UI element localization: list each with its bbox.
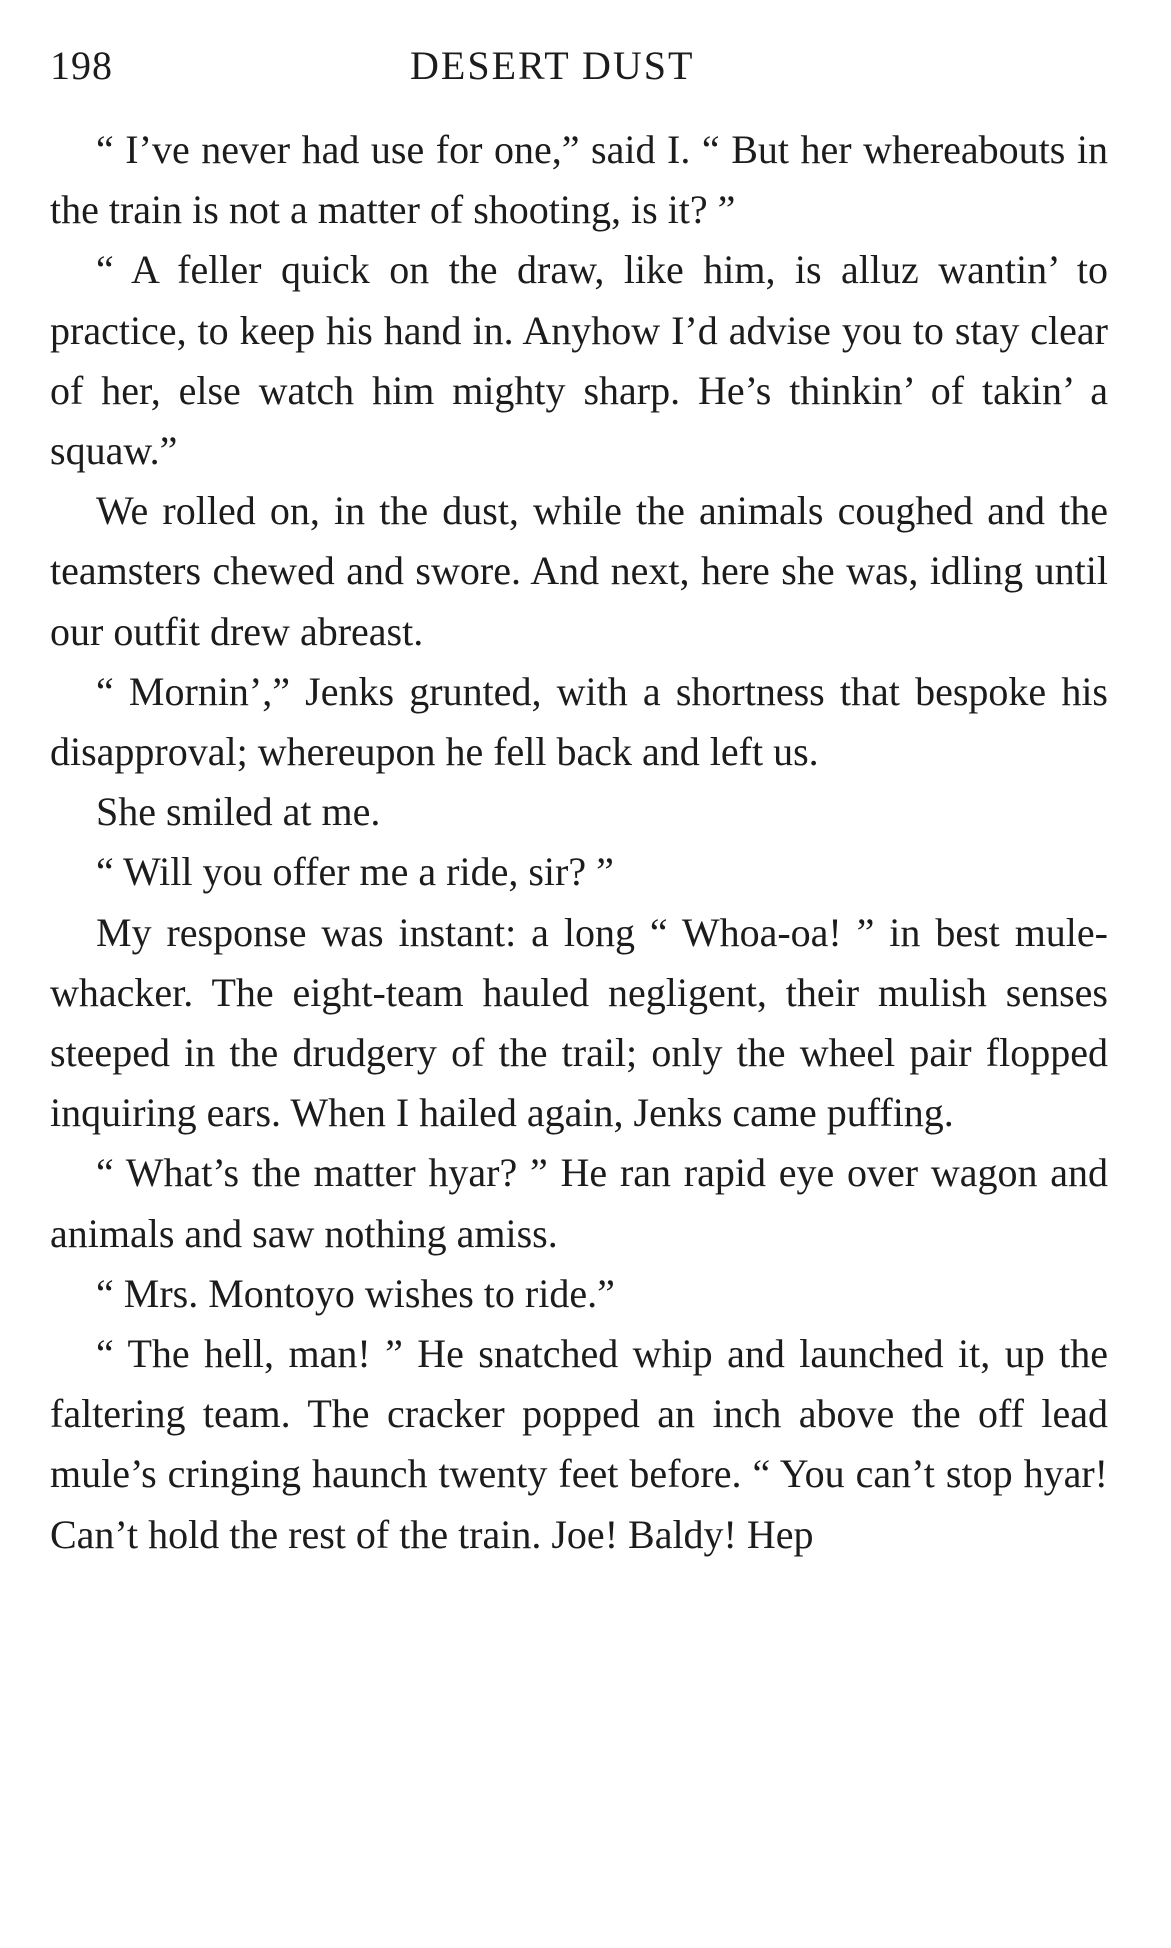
page-number: 198 (50, 43, 113, 88)
paragraph: “ The hell, man! ” He snatched whip and launched it, up the faltering team. The cracker popped an inch above the off lead mule’s cringing haunch twenty feet before. “ You can’t stop hyar! Can’t hold the rest of the train. Joe! Baldy! Hep (50, 1331, 1108, 1557)
paragraph: “ Will you offer me a ride, sir? ” (96, 849, 614, 895)
body-text (50, 120, 1108, 1565)
paragraph: My response was instant: a long “ Whoa-oa! ” in best mule-whacker. The eight-team hauled negligent, their mulish senses steeped in the drudgery of the trail; only the wheel pair flopped inquiring ears. When I hailed again, Jenks came puffing. (50, 909, 1108, 1136)
paragraph: “ Mrs. Montoyo wishes to ride.” (96, 1270, 615, 1316)
running-title: DESERT DUST (410, 43, 695, 88)
paragraph: “ I’ve never had use for one,” said I. “ But her whereabouts in the train is not a matter of shooting, is it? ” (50, 127, 1108, 233)
page-header (50, 36, 1110, 96)
paragraph: She smiled at me. (96, 789, 381, 835)
paragraph: We rolled on, in the dust, while the animals coughed and the teamsters chewed and swore. And next, here she was, idling until our outfit drew abreast. (50, 488, 1108, 654)
paragraph: “ A feller quick on the draw, like him, is alluz wantin’ to practice, to keep his hand in. Anyhow I’d advise you to stay clear of her, else watch him mighty sharp. He’s thinkin’ of takin’ a squaw.” (50, 247, 1108, 474)
paragraph: “ What’s the matter hyar? ” He ran rapid eye over wagon and animals and saw nothing amiss. (50, 1150, 1108, 1256)
paragraph: “ Mornin’,” Jenks grunted, with a shortness that bespoke his disapproval; whereupon he fell back and left us. (50, 668, 1108, 775)
